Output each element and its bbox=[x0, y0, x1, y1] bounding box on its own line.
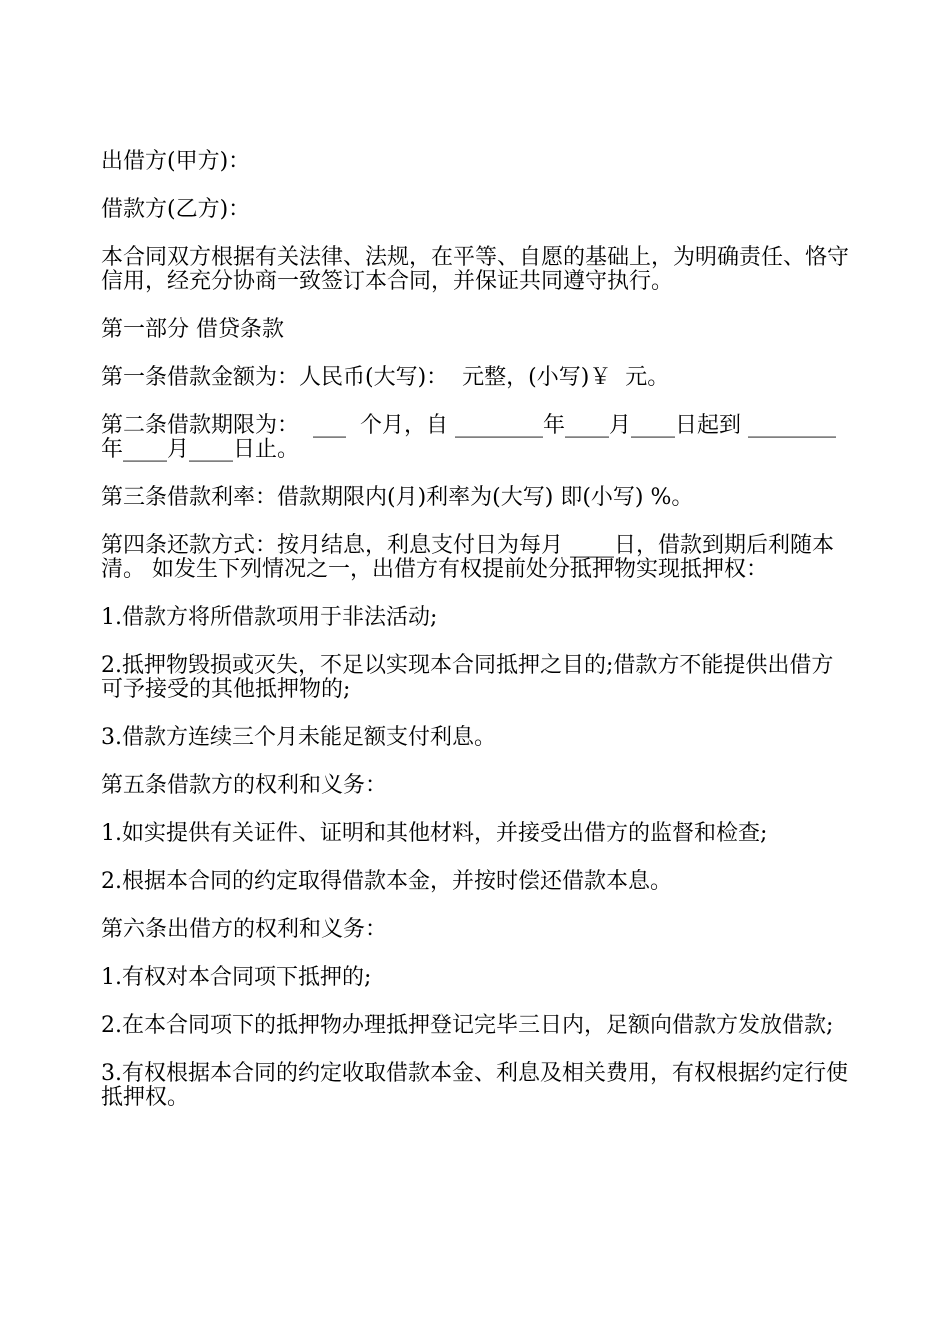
article-3-interest-rate: 第三条借款利率：借款期限内(月)利率为(大写) 即(小写) %。 bbox=[101, 485, 694, 510]
lender-party-line: 出借方(甲方)： bbox=[101, 149, 251, 174]
borrower-party-line: 借款方(乙方)： bbox=[101, 197, 251, 222]
article-4-item-3: 3.借款方连续三个月未能足额支付利息。 bbox=[101, 725, 496, 750]
article-5-item-2: 2.根据本合同的约定取得借款本金，并按时偿还借款本息。 bbox=[101, 869, 672, 894]
article-5-heading: 第五条借款方的权利和义务： bbox=[101, 773, 388, 798]
article-6-item-1: 1.有权对本合同项下抵押的; bbox=[101, 965, 372, 990]
article-6-heading: 第六条出借方的权利和义务： bbox=[101, 917, 388, 942]
document-body bbox=[101, 150, 853, 1134]
article-1-loan-amount: 第一条借款金额为：人民币(大写)： 元整，(小写)￥ 元。 bbox=[101, 365, 670, 390]
article-4-item-1: 1.借款方将所借款项用于非法活动; bbox=[101, 605, 438, 630]
article-6-item-2: 2.在本合同项下的抵押物办理抵押登记完毕三日内，足额向借款方发放借款; bbox=[101, 1013, 834, 1038]
preamble-paragraph: 本合同双方根据有关法律、法规，在平等、自愿的基础上，为明确责任、恪守信用，经充分协商一致签订本合同，并保证共同遵守执行。 bbox=[101, 245, 850, 294]
article-4-repayment: 第四条还款方式：按月结息，利息支付日为每月 ____日，借款到期后利随本清。 如发生下列情况之一，出借方有权提前处分抵押物实现抵押权： bbox=[101, 533, 834, 582]
section-heading-part-one: 第一部分 借贷条款 bbox=[101, 317, 284, 342]
article-2-loan-term: 第二条借款期限为： ___ 个月，自 ________年____月____日起到 ________年____月____日止。 bbox=[101, 413, 836, 462]
article-5-item-1: 1.如实提供有关证件、证明和其他材料，并接受出借方的监督和检查; bbox=[101, 821, 768, 846]
article-4-item-2: 2.抵押物毁损或灭失，不足以实现本合同抵押之目的;借款方不能提供出借方可予接受的其他抵押物的; bbox=[101, 653, 834, 702]
article-6-item-3: 3.有权根据本合同的约定收取借款本金、利息及相关费用，有权根据约定行使抵押权。 bbox=[101, 1061, 848, 1110]
